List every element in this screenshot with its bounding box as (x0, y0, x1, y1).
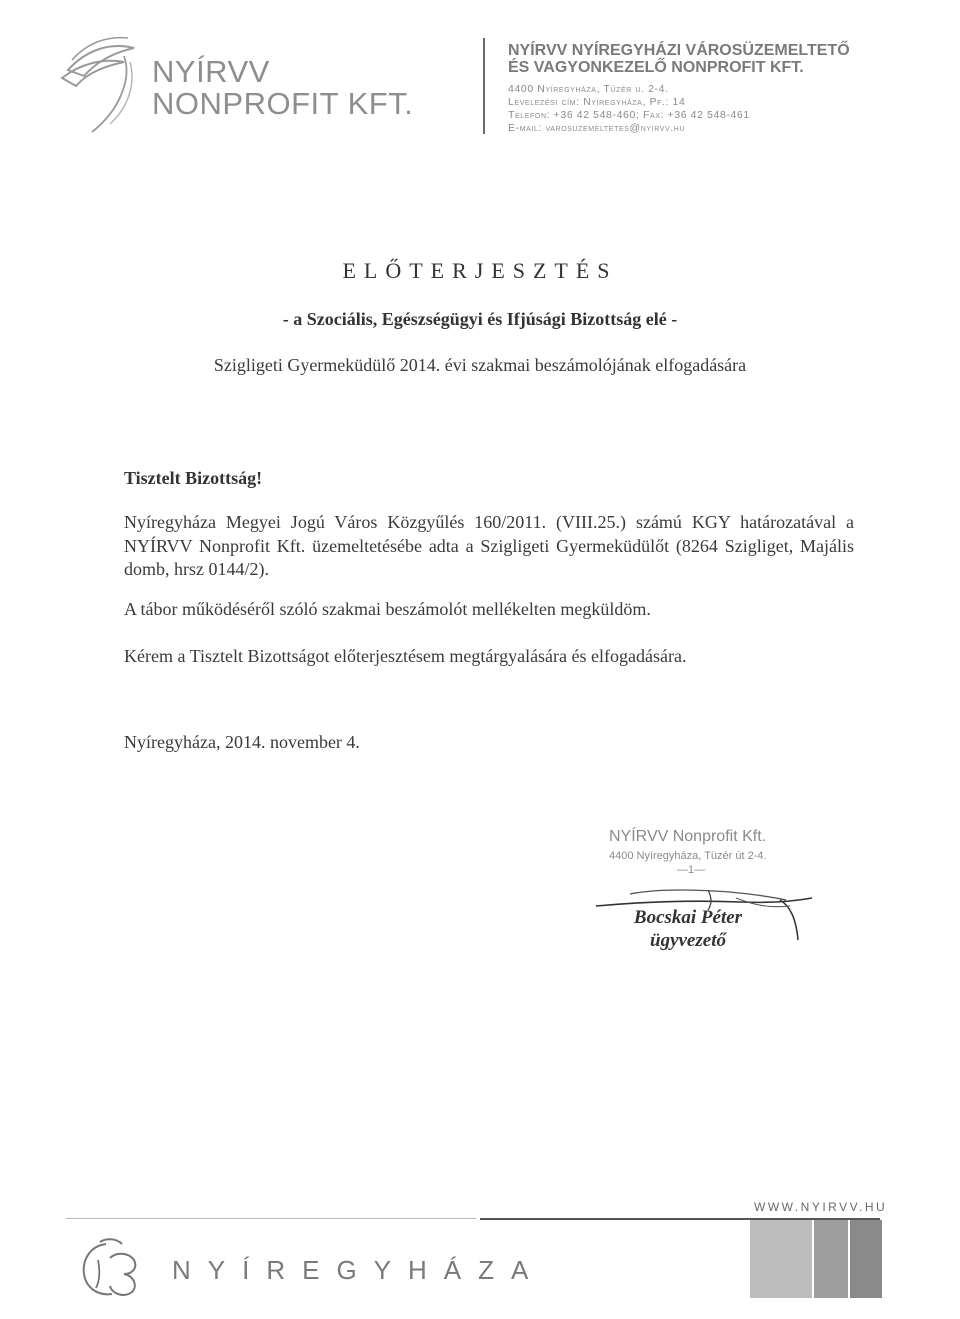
document-subject: Szigligeti Gyermeküdülő 2014. évi szakmai beszámolójának elfogadására (213, 355, 747, 375)
footer-gray-bars (750, 1220, 882, 1298)
nyiregyhaza-logo-icon (76, 1236, 148, 1302)
document-subtitle: - a Szociális, Egészségügyi és Ifjúsági Bizottság elé - (282, 309, 678, 329)
footer-url: WWW.NYIRVV.HU (754, 1200, 888, 1214)
signer-name: Bocskai Péter (633, 907, 743, 928)
stamp-address: 4400 Nyíregyháza, Tüzér út 2-4. (609, 850, 767, 862)
company-logo-text (152, 56, 413, 120)
header-divider (483, 38, 485, 134)
paragraph-1: Nyíregyháza Megyei Jogú Város Közgyűlés 160/2011. (VIII.25.) számú KGY határozatával a NYÍRVV Nonprofit Kft. üzemeltetésébe adta a Szigligeti Gyermeküdülőt (8264 Szigliget, Majális domb, hrsz 0144/2). (124, 512, 854, 579)
stamp-number: —1— (677, 864, 706, 876)
org-postal: Levelezési cím: Nyíregyháza, Pf.: 14 (508, 96, 686, 108)
salutation: Tisztelt Bizottság! (124, 468, 263, 488)
organization-block (508, 42, 850, 135)
document-title: ELŐTERJESZTÉS (342, 258, 618, 283)
signer-block (600, 906, 776, 952)
org-name-line-2: ÉS VAGYONKEZELŐ NONPROFIT KFT. (508, 59, 804, 76)
paragraph-3: Kérem a Tisztelt Bizottságot előterjesztésem megtárgyalására és elfogadására. (124, 646, 687, 666)
dateline: Nyíregyháza, 2014. november 4. (124, 732, 360, 752)
org-name-line-1: NYÍRVV NYÍREGYHÁZI VÁROSÜZEMELTETŐ (508, 42, 850, 59)
org-email: E-mail: varosuzemeltetes@nyirvv.hu (508, 122, 686, 134)
nyirvv-leaf-logo-icon (58, 28, 140, 138)
logo-line-1: NYÍRVV (152, 54, 270, 89)
footer-rule-left (66, 1218, 476, 1219)
stamp-name: NYÍRVV Nonprofit Kft. (609, 828, 767, 845)
footer-city-name: NYÍREGYHÁZA (172, 1255, 546, 1285)
company-stamp (609, 828, 767, 876)
signer-role: ügyvezető (650, 930, 726, 951)
logo-line-2: NONPROFIT KFT. (152, 86, 414, 121)
paragraph-2: A tábor működéséről szóló szakmai beszámolót mellékelten megküldöm. (124, 599, 651, 619)
org-address: 4400 Nyíregyháza, Tüzér u. 2-4. (508, 83, 669, 95)
org-phone-fax: Telefon: +36 42 548-460; Fax: +36 42 548-461 (508, 109, 750, 121)
